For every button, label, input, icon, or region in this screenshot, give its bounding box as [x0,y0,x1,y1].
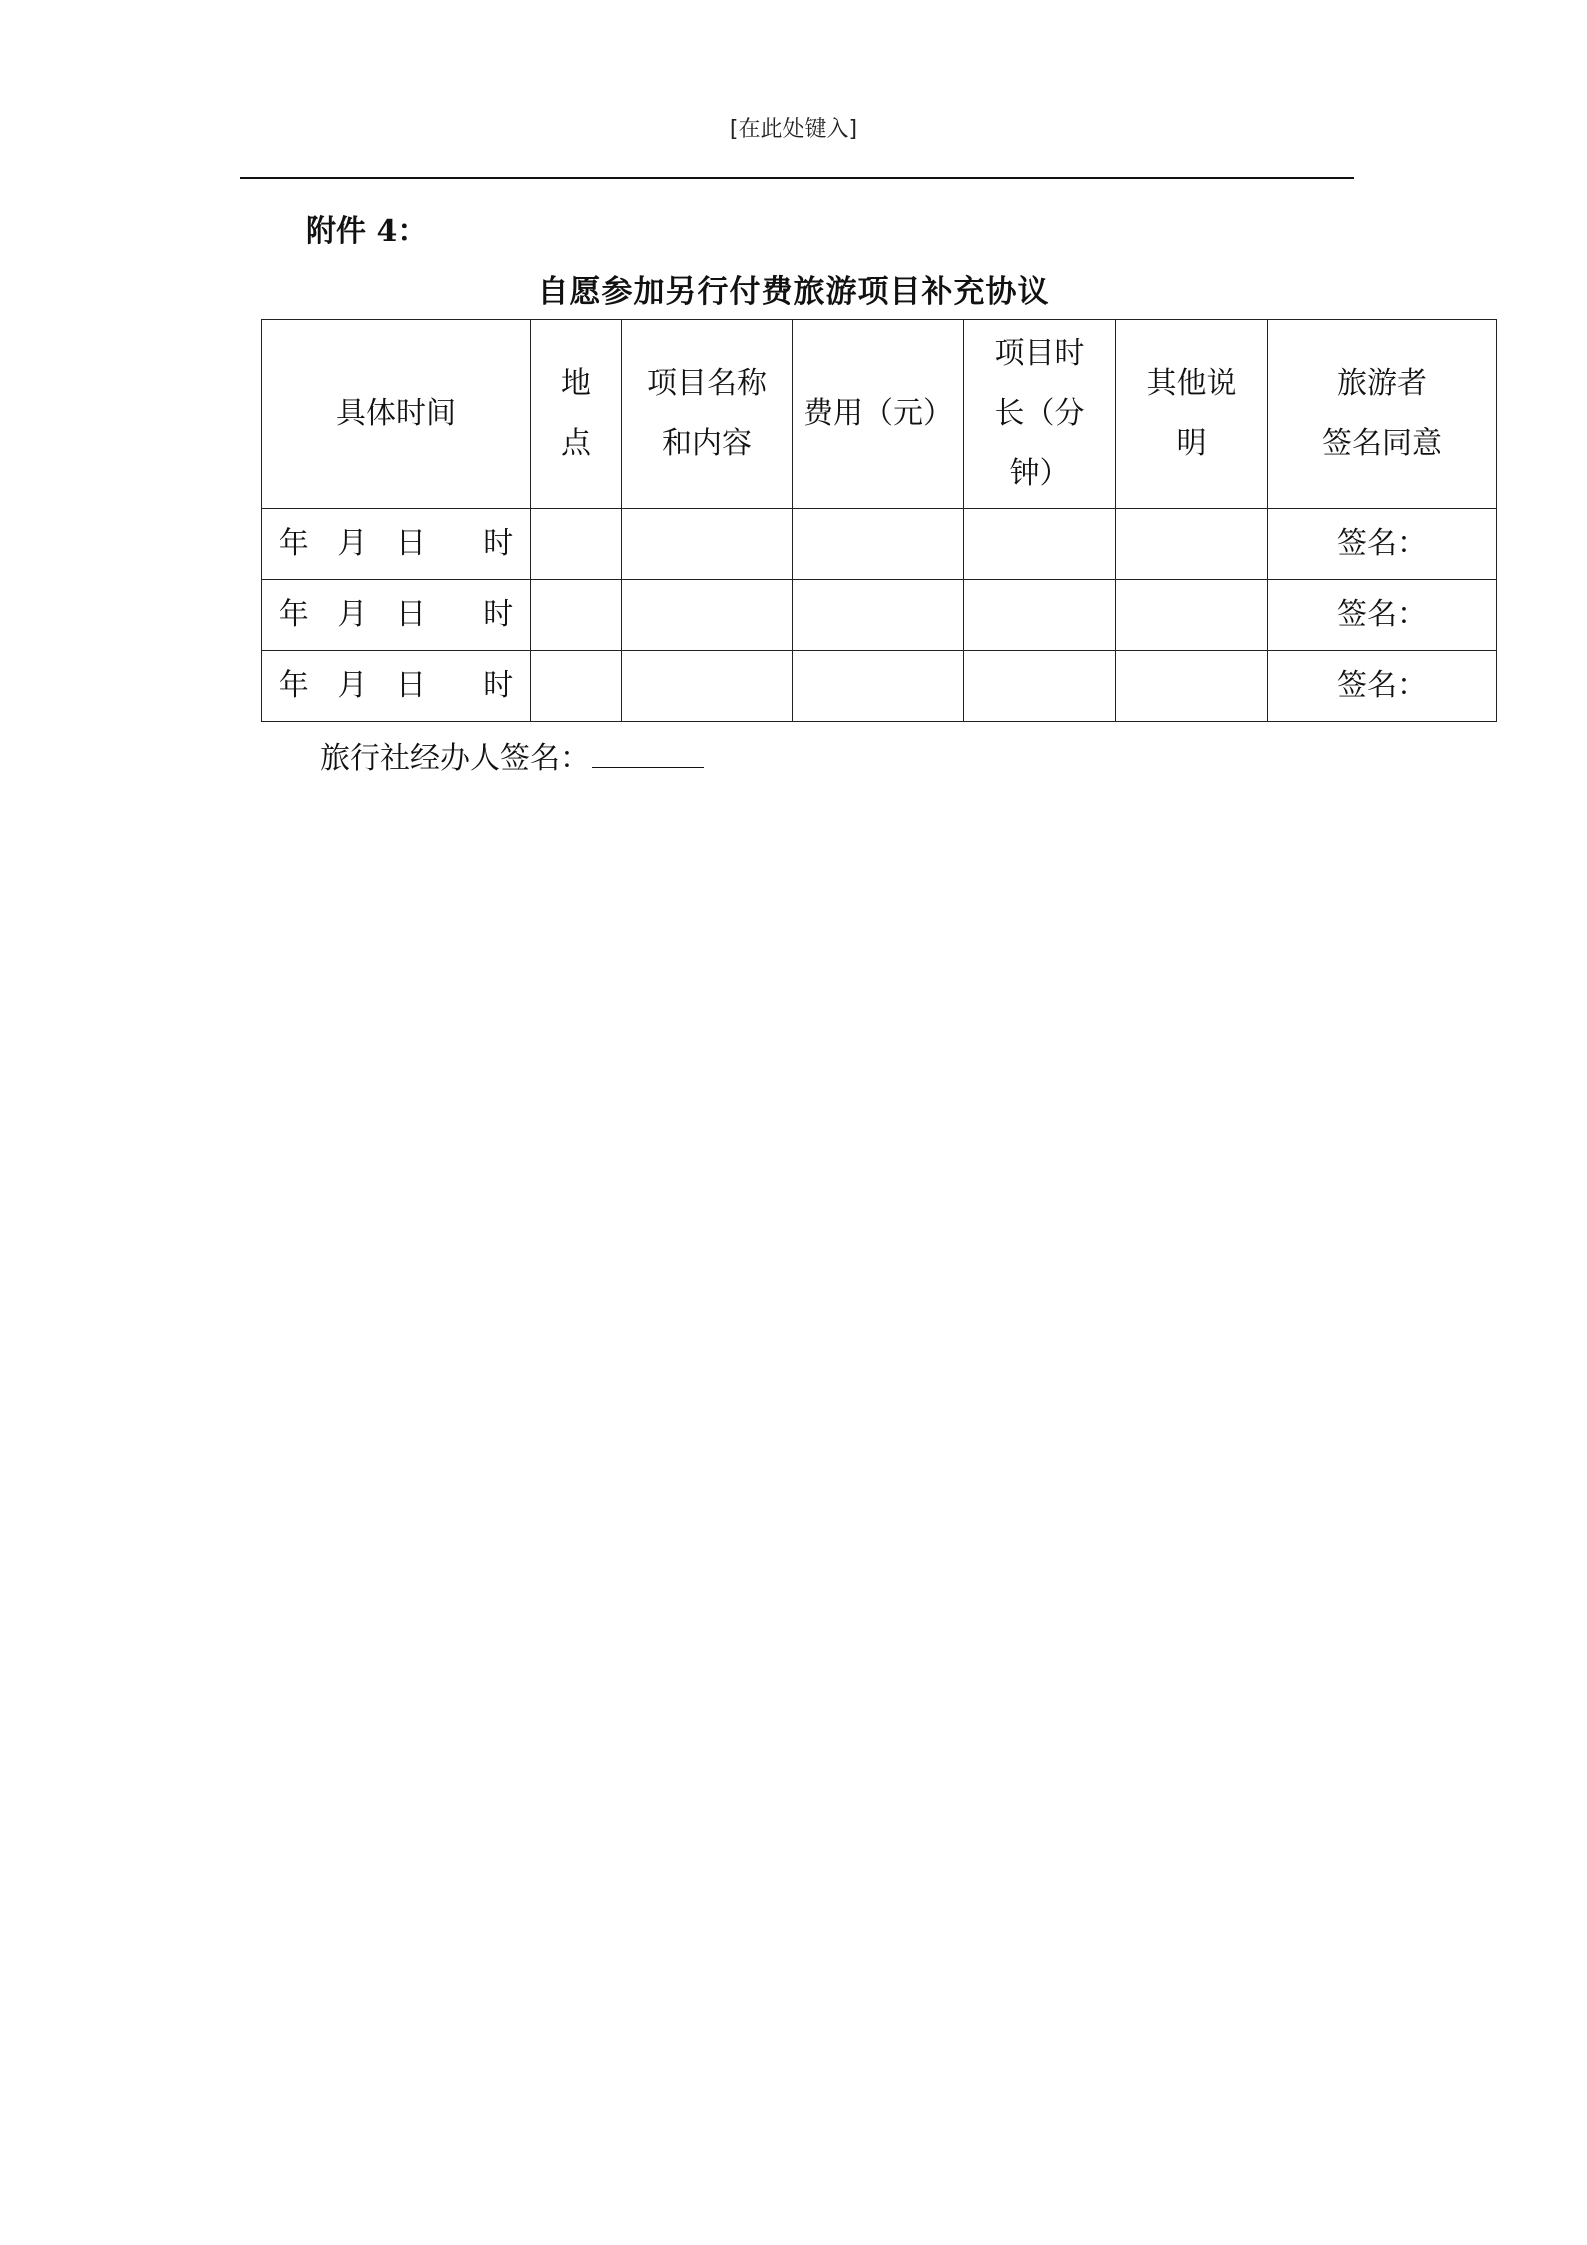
attachment-label: 附件 4： [306,214,428,249]
year-label: 年 [278,597,309,632]
other-cell[interactable] [1116,509,1268,580]
signature-cell[interactable] [1268,509,1497,580]
month-label: 月 [337,526,368,561]
agent-signature-line [320,733,704,777]
header-specific-time: 具体时间 [262,320,531,509]
signature-label: 签名： [1337,668,1427,703]
page-header [0,112,1587,143]
month-label: 月 [337,668,368,703]
header-duration: 项目时 长（分 钟） [964,320,1116,509]
hour-label: 时 [483,597,514,632]
agreement-table [261,319,1497,722]
item-cell[interactable] [622,509,793,580]
header-fee: 费用（元） [793,320,964,509]
document-title: 自愿参加另行付费旅游项目补充协议 [537,274,1050,310]
month-label: 月 [337,597,368,632]
hour-label: 时 [483,668,514,703]
agent-signature-blank[interactable] [592,737,704,768]
table-row [262,651,1497,722]
hour-label: 时 [483,526,514,561]
header-tourist-consent: 旅游者 签名同意 [1268,320,1497,509]
table-header-row [262,320,1497,509]
agent-signature-label: 旅行社经办人签名： [320,741,590,776]
year-label: 年 [278,526,309,561]
day-label: 日 [396,597,426,632]
year-label: 年 [278,668,309,703]
table-row [262,580,1497,651]
duration-cell[interactable] [964,509,1116,580]
header-other-notes: 其他说 明 [1116,320,1268,509]
fee-cell[interactable] [793,509,964,580]
place-cell[interactable] [531,580,622,651]
signature-cell[interactable] [1268,580,1497,651]
other-cell[interactable] [1116,580,1268,651]
header-placeholder-text[interactable]: [在此处键入] [729,117,858,142]
table-row [262,509,1497,580]
signature-cell[interactable] [1268,651,1497,722]
duration-cell[interactable] [964,580,1116,651]
time-cell[interactable] [262,580,531,651]
time-cell[interactable] [262,651,531,722]
header-item-name: 项目名称 和内容 [622,320,793,509]
other-cell[interactable] [1116,651,1268,722]
item-cell[interactable] [622,651,793,722]
day-label: 日 [396,526,426,561]
place-cell[interactable] [531,509,622,580]
signature-label: 签名： [1337,526,1427,561]
header-divider [240,177,1354,179]
item-cell[interactable] [622,580,793,651]
place-cell[interactable] [531,651,622,722]
header-location: 地 点 [531,320,622,509]
time-cell[interactable] [262,509,531,580]
fee-cell[interactable] [793,580,964,651]
duration-cell[interactable] [964,651,1116,722]
signature-label: 签名： [1337,597,1427,632]
fee-cell[interactable] [793,651,964,722]
day-label: 日 [396,668,426,703]
